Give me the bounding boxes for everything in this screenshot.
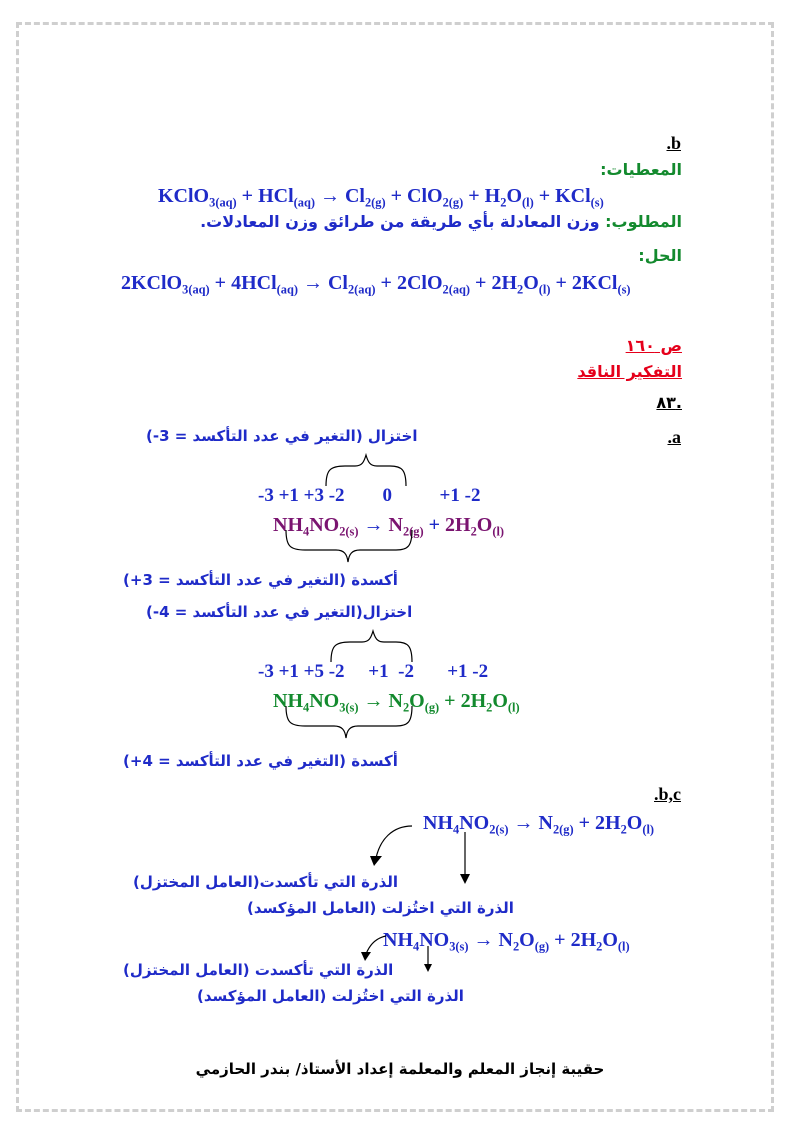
- oxidation-note-2: أكسدة (التغير في عدد التأكسد = 4+): [123, 752, 398, 770]
- oxidation-numbers-2: -3 +1 +5 -2 +1 -2 +1 -2: [258, 661, 489, 682]
- part-a-label: .a: [667, 427, 681, 447]
- oxidation-note-1: أكسدة (التغير في عدد التأكسد = 3+): [123, 571, 398, 589]
- part-bc-label: .b,c: [654, 784, 681, 804]
- oxidation-numbers-1: -3 +1 +3 -2 0 +1 -2: [258, 485, 481, 506]
- critical-thinking-heading: التفكير الناقد: [577, 362, 682, 381]
- arrowhead-1: [370, 856, 382, 866]
- oxidized-arrow-1: [376, 826, 412, 858]
- required-line: المطلوب: وزن المعادلة بأي طريقة من طرائق وزن المعادلات.: [200, 212, 682, 231]
- reduced-atom-label-2: الذرة التي اختُزلت (العامل المؤكسد): [197, 987, 464, 1005]
- reaction-equation-4: $NH_4NO_{3(s)} \to N_2O_{(g)} + 2H_2O_{(l)}$: [383, 929, 630, 954]
- oxidation-brace-1: [286, 530, 412, 562]
- oxidation-brace-2: [286, 706, 412, 738]
- page-reference: ص ١٦٠: [625, 336, 682, 355]
- solution-label: الحل:: [638, 246, 682, 265]
- arrowhead-4: [424, 964, 432, 972]
- unbalanced-equation: KClO$_{3(aq)}$ + $HCl_{(aq)} \to Cl_{2(g)} + ClO_{2(g)} + H_2O_{(l)} + KCl_{(s)}$: [158, 185, 604, 210]
- reduction-brace-2: [331, 631, 412, 662]
- reduced-atom-label-1: الذرة التي اختُزلت (العامل المؤكسد): [247, 899, 514, 917]
- oxidized-atom-label-2: الذرة التي تأكسدت (العامل المختزل): [123, 961, 394, 979]
- reaction-equation-2: $NH_4NO_{3(s)} \to N_2O_{(g)} + 2H_2O_{(l)}$: [273, 690, 520, 715]
- reduction-note-1: اختزال (التغير في عدد التأكسد = 3-): [146, 427, 418, 445]
- question-number: .٨٣: [656, 393, 682, 412]
- givens-label: المعطيات:: [600, 160, 682, 179]
- reduction-brace-1: [326, 455, 406, 486]
- reaction-equation-3: $NH_4NO_{2(s)} \to N_{2(g)} + 2H_2O_{(l)}$: [423, 812, 655, 837]
- oxidized-atom-label-1: الذرة التي تأكسدت(العامل المختزل): [133, 873, 399, 891]
- part-b-label: .b: [666, 133, 681, 153]
- footer-credit: حقيبة إنجاز المعلم والمعلمة إعداد الأستاذ/ بندر الحازمي: [195, 1060, 605, 1078]
- balanced-equation: 2KClO$_{3(aq)}$ + $4HCl_{(aq)} \to Cl_{2(aq)} + 2ClO_{2(aq)} + 2H_2O_{(l)} + 2KCl_{(s)}$: [121, 272, 631, 297]
- arrowhead-3: [361, 952, 371, 961]
- reduction-note-2: اختزال(التغير في عدد التأكسد = 4-): [146, 603, 413, 621]
- oxidized-arrow-2: [366, 936, 386, 954]
- arrowhead-2: [460, 874, 470, 884]
- reaction-equation-1: $NH_4NO_{2(s)} \to N_{2(g)} + 2H_2O_{(l)}$: [273, 514, 505, 539]
